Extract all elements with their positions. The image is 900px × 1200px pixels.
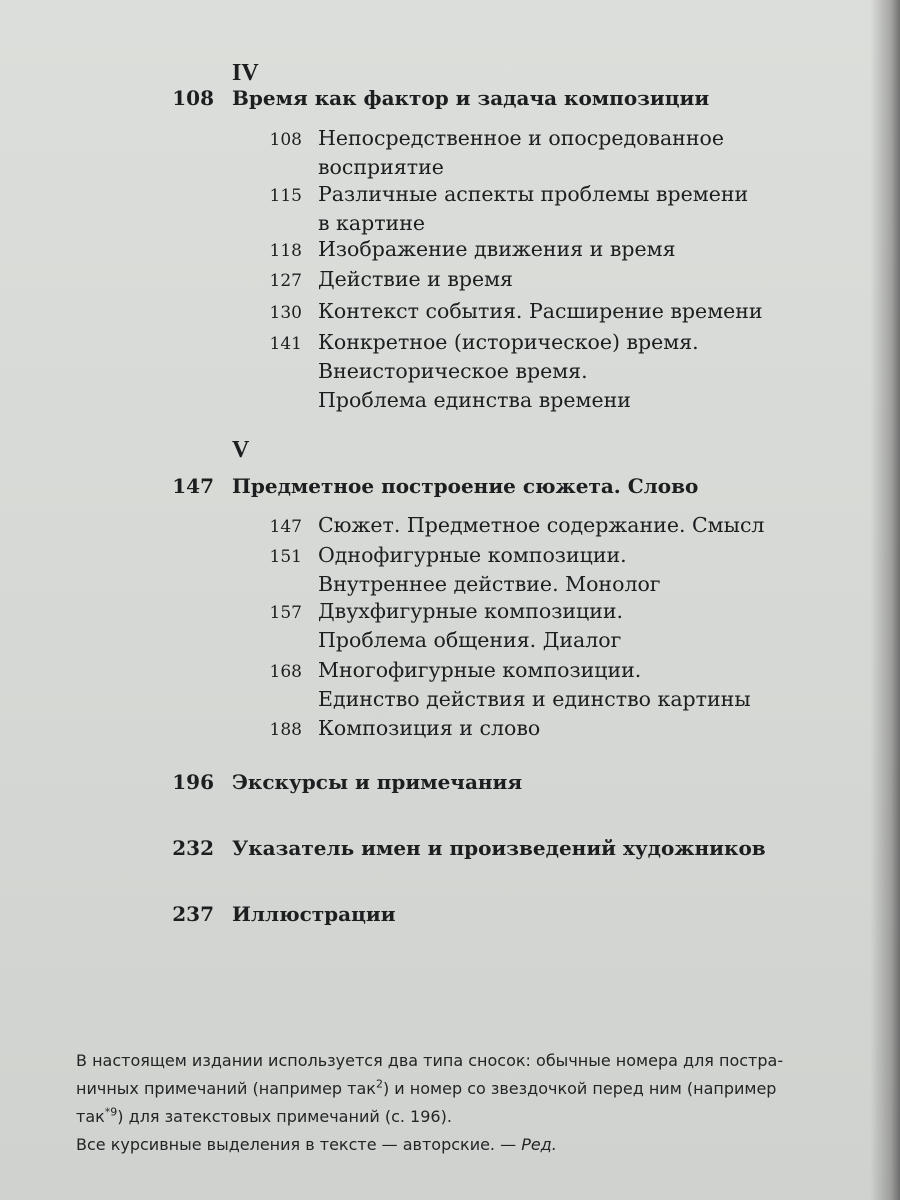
- entry-title: Непосредственное и опосредованное восприятие: [318, 126, 724, 179]
- entry-page-number: 151: [269, 547, 302, 567]
- toc-entry: [250, 597, 810, 655]
- toc-entry: [250, 297, 810, 328]
- toc-entry: [250, 656, 810, 714]
- entry-title: Однофигурные композиции. Внутреннее действие. Монолог: [318, 543, 661, 596]
- toc-entry: [250, 124, 810, 182]
- chapter-entry: [150, 836, 850, 868]
- note-line: Все курсивные выделения в тексте — авторские. — Ред.: [76, 1135, 557, 1154]
- page-edge-shadow: [870, 0, 900, 1200]
- entry-page-number: 118: [269, 241, 302, 261]
- editor-mark: Ред.: [521, 1135, 557, 1154]
- entry-page-number: 115: [269, 186, 302, 206]
- chapter-entry: [150, 86, 850, 118]
- section-numeral-iv: IV: [232, 60, 259, 86]
- entry-title: Конкретное (историческое) время. Внеисторическое время. Проблема единства времени: [318, 330, 699, 412]
- note-line: В настоящем издании используется два типа сносок: обычные номера для постра-: [76, 1051, 784, 1070]
- entry-page-number: 168: [269, 662, 302, 682]
- entry-page-number: 147: [269, 517, 302, 537]
- entry-page-number: 130: [269, 303, 302, 323]
- entry-title: Различные аспекты проблемы времени в картине: [318, 182, 749, 235]
- entry-title: Многофигурные композиции. Единство действия и единство картины: [318, 658, 751, 711]
- chapter-title: Указатель имен и произведений художников: [232, 836, 766, 860]
- chapter-title: Экскурсы и примечания: [232, 770, 523, 794]
- chapter-page-number: 237: [172, 902, 214, 926]
- entry-title: Сюжет. Предметное содержание. Смысл: [318, 513, 765, 537]
- entry-page-number: 157: [269, 603, 302, 623]
- toc-entry: [250, 714, 810, 745]
- chapter-title: Предметное построение сюжета. Слово: [232, 474, 699, 498]
- entry-title: Контекст события. Расширение времени: [318, 299, 763, 323]
- toc-entry: [250, 265, 810, 296]
- note-line: так$^{*9}$) для затекстовых примечаний (с. 196).: [76, 1105, 452, 1126]
- chapter-title: Время как фактор и задача композиции: [232, 86, 710, 110]
- entry-page-number: 108: [269, 130, 302, 150]
- entry-page-number: 127: [269, 271, 302, 291]
- chapter-page-number: 232: [172, 836, 214, 860]
- chapter-entry: [150, 474, 850, 506]
- toc-entry: [250, 180, 810, 238]
- toc-entry: [250, 328, 810, 415]
- entry-title: Двухфигурные композиции. Проблема общения. Диалог: [318, 599, 624, 652]
- entry-title: Композиция и слово: [318, 716, 541, 740]
- chapter-page-number: 108: [172, 86, 214, 110]
- toc-entry: [250, 511, 810, 542]
- chapter-title: Иллюстрации: [232, 902, 396, 926]
- entry-page-number: 141: [269, 334, 302, 354]
- chapter-entry: [150, 902, 850, 934]
- toc-entry: [250, 235, 810, 266]
- section-numeral-v: V: [232, 437, 250, 463]
- chapter-entry: [150, 770, 850, 802]
- entry-title: Действие и время: [318, 267, 513, 291]
- chapter-page-number: 196: [172, 770, 214, 794]
- entry-page-number: 188: [269, 720, 302, 740]
- footnote-note: [76, 1047, 856, 1159]
- entry-title: Изображение движения и время: [318, 237, 676, 261]
- toc-entry: [250, 541, 810, 599]
- note-line: ничных примечаний (например так$^2$) и номер со звездочкой перед ним (например: [76, 1077, 777, 1098]
- chapter-page-number: 147: [172, 474, 214, 498]
